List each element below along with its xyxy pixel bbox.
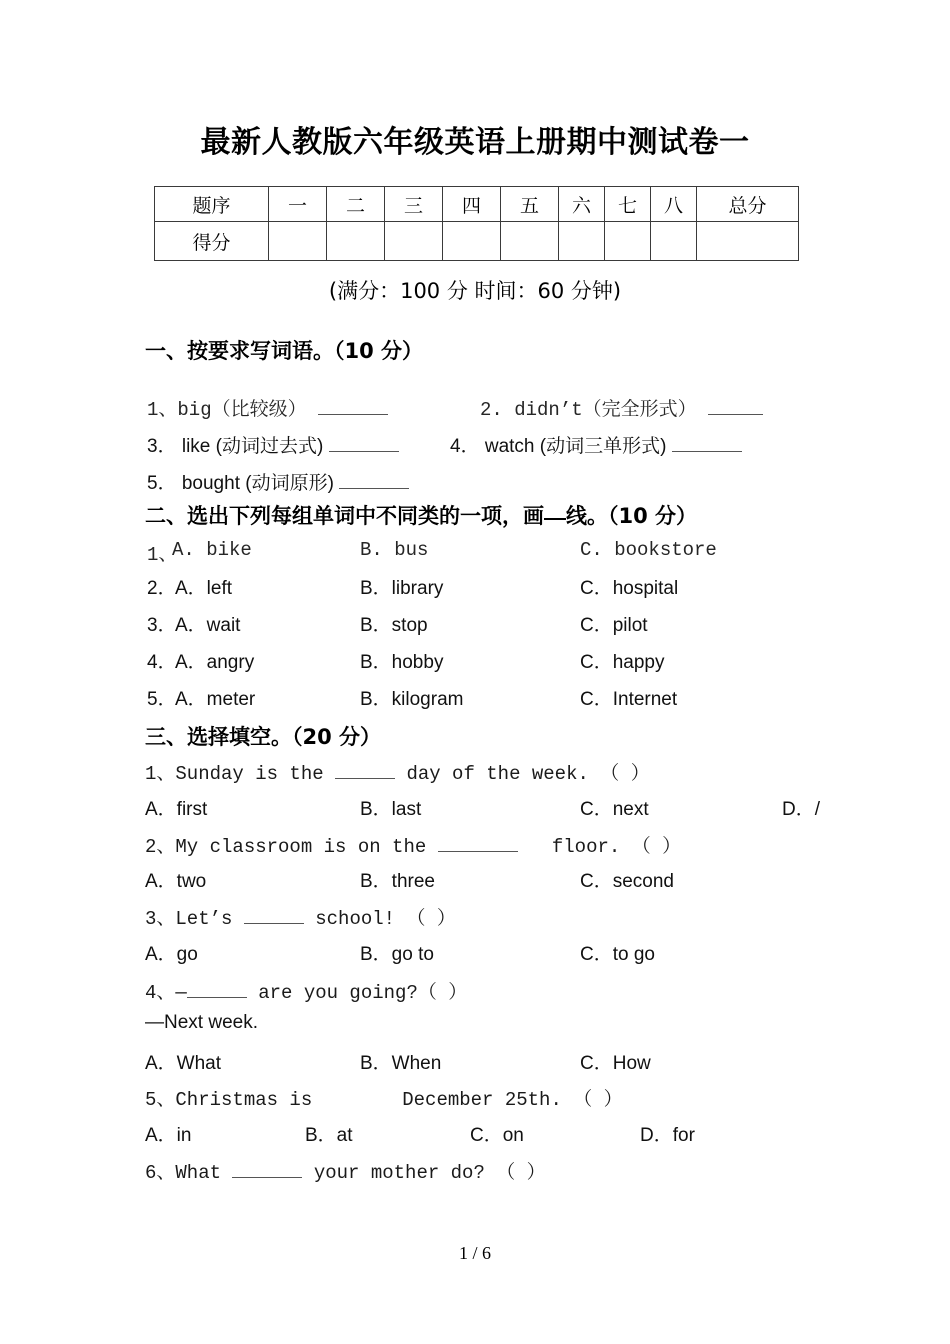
question-3-blank[interactable] [244, 923, 304, 924]
stem-after: day of the week. [406, 763, 589, 785]
q3-option-a[interactable]: A．go [145, 944, 198, 965]
q1-option-d[interactable]: D．/ [782, 799, 821, 820]
section-2-row-2-number: 2． [147, 578, 177, 599]
item-number: 2. [480, 399, 503, 421]
section-1-item-4 [450, 431, 742, 458]
section-2-row-3-number: 3． [147, 615, 177, 636]
section-2-row-5-option-c[interactable]: C．Internet [580, 689, 678, 710]
table-cell-question-6: 六 [559, 187, 605, 222]
table-cell-question-4: 四 [443, 187, 501, 222]
item-text: watch (动词三单形式) [484, 436, 667, 457]
item-text: bought (动词原形) [181, 473, 334, 494]
q2-option-a[interactable]: A．two [145, 871, 207, 892]
stem-after: floor. [551, 836, 621, 858]
section-3-question-3-stem [145, 903, 456, 930]
item-text: like (动词过去式) [181, 436, 324, 457]
score-cell-total[interactable] [697, 222, 799, 261]
section-2-row-4-number: 4． [147, 652, 177, 673]
q4-option-b[interactable]: B．When [360, 1053, 442, 1074]
question-1-blank[interactable] [335, 778, 395, 779]
underline-mark-icon [544, 518, 566, 520]
section-2-row-1-option-a[interactable]: A. bike [172, 539, 252, 561]
table-cell-question-5: 五 [501, 187, 559, 222]
q1-option-c[interactable]: C．next [580, 799, 649, 820]
score-table [154, 186, 799, 261]
item-number: 5． [147, 473, 177, 494]
answer-bracket[interactable]: （ ） [417, 982, 468, 1004]
item-number: 1、 [147, 399, 178, 421]
q5-option-b[interactable]: B．at [305, 1125, 353, 1146]
section-2-row-2-option-c[interactable]: C．hospital [580, 578, 679, 599]
stem-before: — [175, 982, 187, 1004]
section-2-row-4-option-a[interactable]: A．angry [175, 652, 255, 673]
answer-bracket[interactable]: （ ） [631, 836, 682, 858]
item-text: didn’t（完全形式） [514, 399, 697, 421]
section-2-row-3-option-a[interactable]: A．wait [175, 615, 241, 636]
section-2-row-2-option-b[interactable]: B．library [360, 578, 444, 599]
section-1-item-3 [147, 431, 399, 458]
q4-option-a[interactable]: A．What [145, 1053, 222, 1074]
section-2-heading [145, 500, 697, 530]
score-cell-4[interactable] [443, 222, 501, 261]
item-number: 4． [450, 436, 480, 457]
question-number: 6、 [145, 1162, 176, 1184]
stem-before: Christmas is [175, 1089, 313, 1111]
q5-option-d[interactable]: D．for [640, 1125, 695, 1146]
answer-blank-2[interactable] [708, 414, 763, 415]
answer-bracket[interactable]: （ ） [496, 1162, 546, 1184]
page-number-footer: 1 / 6 [458, 1243, 491, 1263]
answer-blank-5[interactable] [339, 488, 409, 489]
section-3-question-6-stem [145, 1157, 546, 1184]
q4-option-c[interactable]: C．How [580, 1053, 651, 1074]
answer-bracket[interactable]: （ ） [600, 763, 650, 785]
question-6-blank[interactable] [232, 1177, 302, 1178]
answer-bracket[interactable]: （ ） [406, 908, 456, 930]
section-2-row-2-option-a[interactable]: A．left [175, 578, 233, 599]
stem-after: are you going? [258, 982, 418, 1004]
q1-option-b[interactable]: B．last [360, 799, 422, 820]
answer-bracket[interactable]: （ ） [573, 1089, 623, 1111]
question-number: 4、 [145, 982, 176, 1004]
section-1-item-5 [147, 468, 409, 495]
section-2-row-5-option-b[interactable]: B．kilogram [360, 689, 464, 710]
table-cell-row-label-score: 得分 [155, 222, 269, 261]
q5-option-a[interactable]: A．in [145, 1125, 192, 1146]
section-1-heading: 一、按要求写词语。（10 分） [145, 339, 424, 363]
section-2-row-5-number: 5． [147, 689, 177, 710]
question-4-blank[interactable] [187, 997, 247, 998]
section-2-row-4-option-b[interactable]: B．hobby [360, 652, 444, 673]
question-number: 2、 [145, 836, 176, 858]
q1-option-a[interactable]: A．first [145, 799, 208, 820]
score-cell-5[interactable] [501, 222, 559, 261]
stem-before: Let’s [175, 908, 233, 930]
item-text: big（比较级） [177, 399, 307, 421]
table-cell-question-2: 二 [327, 187, 385, 222]
q3-option-c[interactable]: C．to go [580, 944, 655, 965]
section-3-heading: 三、选择填空。（20 分） [145, 725, 382, 749]
question-number: 3、 [145, 908, 176, 930]
table-cell-row-label: 题序 [155, 187, 269, 222]
answer-blank-4[interactable] [672, 451, 742, 452]
stem-after: school! [315, 908, 396, 930]
section-3-question-2-stem [145, 831, 681, 858]
stem-before: My classroom is on the [175, 836, 427, 858]
score-cell-3[interactable] [385, 222, 443, 261]
section-2-row-3-option-b[interactable]: B．stop [360, 615, 428, 636]
score-cell-1[interactable] [269, 222, 327, 261]
section-2-row-1-option-b[interactable]: B. bus [360, 539, 429, 561]
section-3-question-1-stem [145, 758, 650, 785]
page-title: 最新人教版六年级英语上册期中测试卷一 [200, 125, 750, 160]
question-number: 5、 [145, 1089, 176, 1111]
score-cell-6[interactable] [559, 222, 605, 261]
section-3-question-4-answer-line: —Next week. [145, 1012, 258, 1033]
section-3-question-5-stem [145, 1084, 623, 1111]
table-cell-question-1: 一 [269, 187, 327, 222]
table-cell-total: 总分 [697, 187, 799, 222]
answer-blank-1[interactable] [318, 414, 388, 415]
answer-blank-3[interactable] [329, 451, 399, 452]
question-number: 1、 [145, 763, 176, 785]
stem-before: What [175, 1162, 222, 1184]
section-2-row-4-option-c[interactable]: C．happy [580, 652, 665, 673]
section-2-row-5-option-a[interactable]: A．meter [175, 689, 256, 710]
section-2-row-1-number: 1、 [147, 544, 178, 566]
q3-option-b[interactable]: B．go to [360, 944, 434, 965]
q2-option-c[interactable]: C．second [580, 871, 674, 892]
section-2-heading-suffix: 线。（10 分） [566, 504, 698, 528]
section-1-item-1 [147, 394, 388, 421]
table-cell-question-8: 八 [651, 187, 697, 222]
section-1-item-2 [480, 394, 763, 421]
stem-after: December 25th. [402, 1089, 562, 1111]
score-cell-2[interactable] [327, 222, 385, 261]
q2-option-b[interactable]: B．three [360, 871, 435, 892]
score-cell-8[interactable] [651, 222, 697, 261]
stem-after: your mother do? [313, 1162, 485, 1184]
question-2-blank[interactable] [438, 851, 518, 852]
exam-meta-line: (满分：100 分 时间：60 分钟) [328, 279, 622, 303]
section-2-row-1-option-c[interactable]: C. bookstore [580, 539, 717, 561]
section-2-row-3-option-c[interactable]: C．pilot [580, 615, 648, 636]
section-2-heading-prefix: 二、选出下列每组单词中不同类的一项，画 [145, 504, 544, 528]
table-row-scores [155, 222, 799, 261]
section-3-question-4-stem [145, 977, 467, 1004]
table-cell-question-3: 三 [385, 187, 443, 222]
item-number: 3． [147, 436, 177, 457]
stem-before: Sunday is the [175, 763, 324, 785]
q5-option-c[interactable]: C．on [470, 1125, 524, 1146]
table-row-header [155, 187, 799, 222]
score-cell-7[interactable] [605, 222, 651, 261]
table-cell-question-7: 七 [605, 187, 651, 222]
